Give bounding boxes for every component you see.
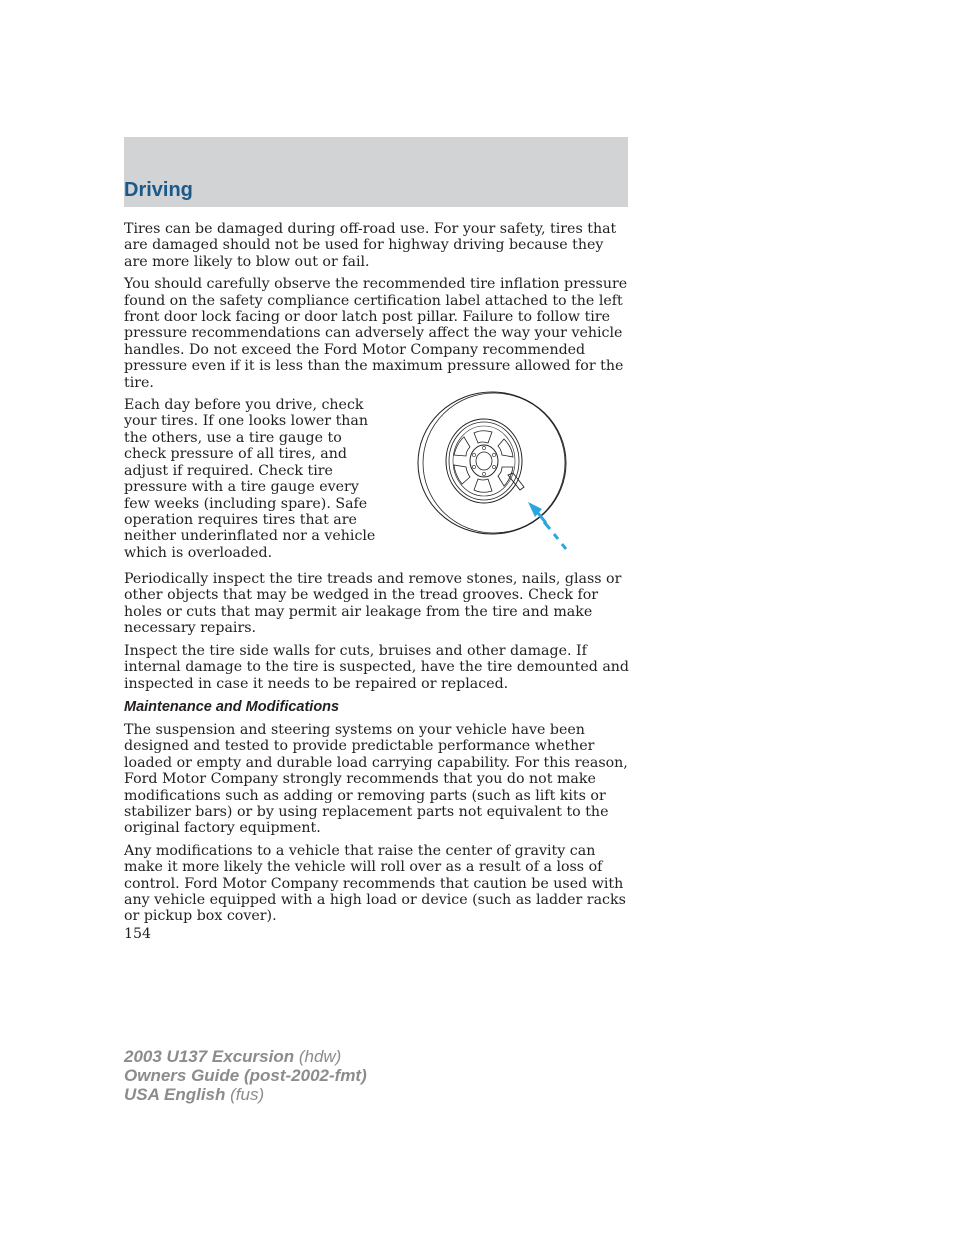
paragraph-sidewall-inspection: Inspect the tire side walls for cuts, bruises and other damage. If internal damage to the tire is suspected, have the tire demounted and inspected in case it needs to be repaired or replaced. [124, 642, 630, 692]
section-header-band [124, 137, 628, 207]
page-content [124, 221, 630, 931]
footer-model-code: (hdw) [294, 1047, 342, 1066]
footer-model: 2003 U137 Excursion [124, 1047, 295, 1066]
footer-guide: Owners Guide (post-2002-fmt) [124, 1066, 367, 1085]
footer-language-code: (fus) [225, 1085, 265, 1104]
paragraph-inflation-pressure: You should carefully observe the recommended tire inflation pressure found on the safety compliance certification label attached to the left front door lock facing or door latch post pillar. Failure to follow tire pressure recommendations can adversely affect the way your vehicle handles. Do not exceed the Ford Motor Company recommended pressure even if it is less than the maximum pressure allowed for the tire. [124, 276, 628, 391]
footer-line-1 [124, 1047, 367, 1066]
footer-line-3 [124, 1085, 367, 1104]
footer-line-2 [124, 1066, 367, 1085]
page-number: 154 [124, 926, 152, 942]
tire-check-row [124, 397, 630, 565]
subheading-maintenance: Maintenance and Modifications [124, 698, 340, 715]
paragraph-suspension: The suspension and steering systems on your vehicle have been designed and tested to provide predictable performance whether loaded or empty and durable load carrying capability. For this reason, Ford Motor Company strongly recommends that you do not make modifications such as adding or removing parts (such as lift kits or stabilizer bars) or by using replacement parts not equivalent to the original factory equipment. [124, 721, 628, 837]
paragraph-daily-check: Each day before you drive, check your tires. If one looks lower than the others, use a tire gauge to check pressure of all tires, and adjust if required. Check tire pressure with a tire gauge every few weeks (including spare). Safe operation requires tires that are neither underinflated nor a vehicle which is overloaded. [124, 397, 376, 561]
tire-valve-stem-icon [416, 391, 586, 565]
document-footer [124, 1047, 367, 1104]
footer-language: USA English [124, 1085, 226, 1104]
paragraph-tread-inspection: Periodically inspect the tire treads and remove stones, nails, glass or other objects that may be wedged in the tread grooves. Check for holes or cuts that may permit air leakage from the tire and make necessary repairs. [124, 571, 622, 637]
paragraph-offroad-damage: Tires can be damaged during off-road use. For your safety, tires that are damaged should not be used for highway driving because they are more likely to blow out or fail. [124, 221, 617, 270]
section-title: Driving [124, 179, 193, 201]
paragraph-center-of-gravity: Any modifications to a vehicle that raise the center of gravity can make it more likely the vehicle will roll over as a result of a loss of control. Ford Motor Company recommends that caution be used with any vehicle equipped with a high load or device (such as ladder racks or pickup box cover). [124, 842, 626, 925]
